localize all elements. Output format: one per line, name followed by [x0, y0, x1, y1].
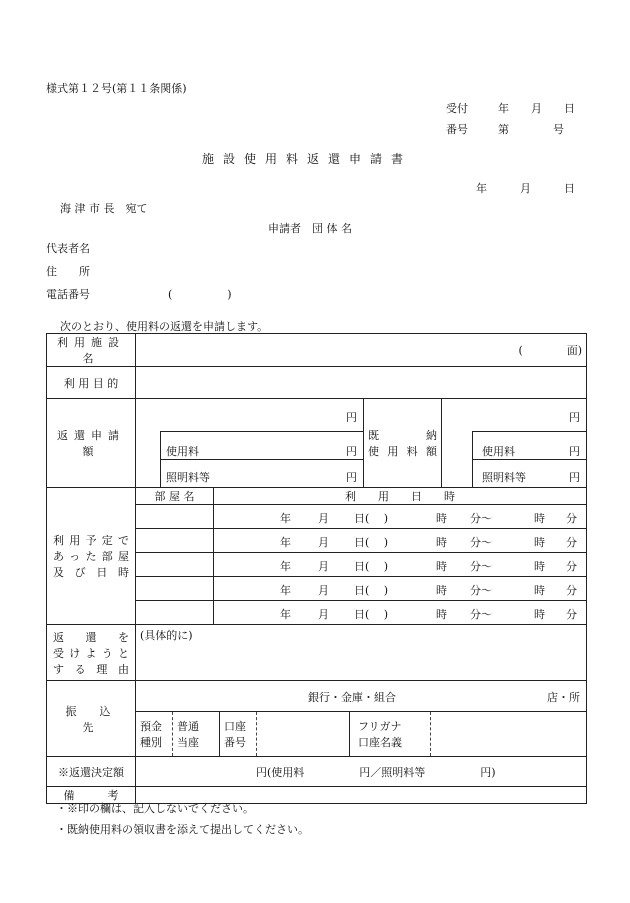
refund-yen: 円 — [346, 411, 357, 424]
paid-label-1: 既 納 — [368, 429, 437, 442]
purpose-row — [47, 367, 587, 399]
deposit-type-label: 預金 種別 — [140, 720, 162, 749]
refund-lighting-yen: 円 — [346, 471, 357, 484]
datetime-input[interactable]: 年 月 日( ) 時 分～ 時 分 — [214, 529, 587, 553]
datetime-input[interactable]: 年 月 日( ) 時 分～ 時 分 — [214, 577, 587, 601]
purpose-label: 利 用 目 的 — [47, 367, 136, 399]
reason-row — [47, 625, 587, 681]
intro-text: 次のとおり、使用料の返還を申請します。 — [60, 320, 269, 333]
schedule-label-2: あった部屋 — [53, 550, 129, 563]
paid-usage-label: 使用料 — [482, 445, 515, 458]
application-date: 年 月 日 — [476, 182, 575, 195]
bank-input[interactable] — [136, 681, 587, 712]
application-table — [46, 333, 587, 804]
paid-label — [364, 399, 442, 488]
phone-label: 電話番号 — [46, 288, 90, 301]
reason-label — [47, 625, 136, 681]
refund-amount-cell[interactable] — [136, 399, 364, 488]
refund-label: 返還申請額 — [47, 399, 136, 488]
facility-input[interactable] — [136, 334, 587, 367]
bank-row — [47, 681, 587, 712]
schedule-header-row — [47, 488, 587, 505]
refund-usage-yen: 円 — [346, 445, 357, 458]
schedule-label-1: 利用予定で — [53, 534, 129, 547]
receipt-date: 年 月 日 — [498, 102, 575, 115]
account-type-choice[interactable]: 普通 当座 — [172, 712, 219, 756]
account-number-label: 口座 番号 — [219, 712, 256, 756]
number-value: 第 号 — [498, 123, 564, 136]
room-input[interactable] — [136, 577, 214, 601]
refund-row — [47, 399, 587, 488]
datetime-input[interactable]: 年 月 日( ) 時 分～ 時 分 — [214, 601, 587, 625]
reason-input[interactable] — [136, 625, 587, 681]
account-cell — [136, 712, 587, 757]
facility-label: 利用施設名 — [47, 334, 136, 367]
reason-label-3: する理由 — [53, 662, 129, 676]
note-2: ・既納使用料の領収書を添えて提出してください。 — [56, 823, 309, 836]
reason-label-1: 返 還 を — [53, 630, 129, 644]
refund-usage-label: 使用料 — [166, 445, 199, 458]
phone-paren: ( ) — [168, 288, 232, 301]
purpose-input[interactable] — [136, 367, 587, 399]
room-input[interactable] — [136, 505, 214, 529]
form-number: 様式第１２号(第１１条関係) — [46, 82, 187, 95]
representative-label: 代表者名 — [46, 242, 90, 255]
paid-lighting-label: 照明料等 — [482, 471, 526, 484]
paid-yen: 円 — [569, 411, 581, 424]
paid-amount-cell[interactable] — [442, 399, 587, 488]
paid-usage-yen: 円 — [569, 445, 581, 458]
paid-label-2: 使 用 料 額 — [368, 445, 437, 458]
facility-suffix: ( 面) — [518, 344, 583, 357]
schedule-label — [47, 488, 136, 625]
room-input[interactable] — [136, 601, 214, 625]
decided-label: ※返還決定額 — [47, 757, 136, 787]
remarks-label: 備 考 — [47, 787, 136, 804]
facility-row — [47, 334, 587, 367]
schedule-label-3: 及 び 日 時 — [53, 566, 129, 579]
datetime-header: 利 用 日 時 — [214, 488, 587, 505]
account-number-input[interactable] — [256, 712, 349, 756]
reason-hint: (具体的に) — [140, 629, 193, 642]
page-title: 施設使用料返還申請書 — [202, 152, 413, 166]
addressee: 海 津 市 長 宛て — [60, 202, 148, 215]
branch-text: 店・所 — [547, 691, 581, 704]
address-label: 住 所 — [46, 265, 90, 278]
room-input[interactable] — [136, 553, 214, 577]
account-name-input[interactable] — [430, 712, 586, 756]
note-1: ・※印の欄は、記入しないでください。 — [56, 802, 254, 815]
account-name-label: フリガナ 口座名義 — [349, 712, 430, 756]
datetime-input[interactable]: 年 月 日( ) 時 分～ 時 分 — [214, 505, 587, 529]
refund-lighting-label: 照明料等 — [166, 471, 210, 484]
decided-value: 円(使用料 円／照明料等 円) — [136, 757, 587, 787]
room-input[interactable] — [136, 529, 214, 553]
bank-text: 銀行・金庫・組合 — [308, 691, 396, 704]
reason-label-2: 受けようと — [53, 646, 129, 660]
datetime-input[interactable]: 年 月 日( ) 時 分～ 時 分 — [214, 553, 587, 577]
room-header: 部 屋 名 — [136, 488, 214, 505]
paid-lighting-yen: 円 — [569, 471, 581, 484]
transfer-label: 振 込 先 — [47, 681, 136, 757]
number-label: 番号 — [446, 123, 468, 136]
applicant-label: 申請者 団 体 名 — [268, 222, 352, 235]
receipt-label: 受付 — [446, 102, 468, 115]
decided-row — [47, 757, 587, 787]
